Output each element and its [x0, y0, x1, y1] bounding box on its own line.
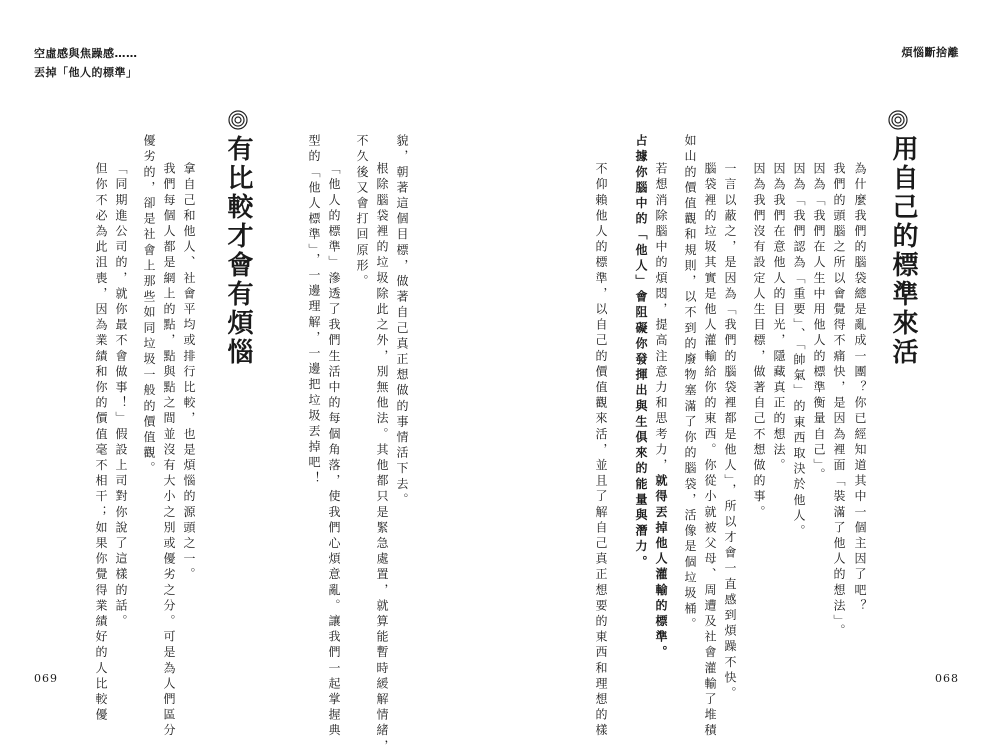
body-line: 型的「他人標準」，一邊理解，一邊把垃圾丟掉吧！: [307, 134, 321, 487]
body-line: 我們每個人都是網上的點，點與點之間並沒有大小之別或優劣之分。可是為人們區分: [162, 162, 176, 740]
emphasis-text: 就得丟掉他人灌輸的標準。: [654, 474, 668, 662]
running-header-left: [34, 44, 138, 82]
page-number-left: 069: [34, 672, 58, 685]
section-heading-right: 用自己的標準來活: [888, 135, 918, 367]
book-title-header: 煩惱斷捨離: [901, 46, 959, 59]
body-line: 為什麼我們的腦袋總是亂成一團？你已經知道其中一個主因了吧？: [853, 162, 867, 615]
chapter-title: 丟掉「他人的標準」: [34, 66, 138, 79]
body-line: 一言以蔽之，是因為「我們的腦袋裡都是他人」，所以才會一直感到煩躁不快。: [723, 162, 737, 702]
body-line: 但你不必為此沮喪，因為業績和你的價值毫不相干；如果你覺得業績好的人比較優: [94, 162, 108, 724]
body-line: 拿自己和他人、社會平均或排行比較，也是煩惱的源頭之一。: [182, 162, 196, 584]
body-line: 因為「我們認為「重要」、「帥氣」的東西取決於他人。: [792, 162, 806, 540]
concentric-circle-bullet-icon: [228, 110, 248, 130]
body-line: 「他人的標準」滲透了我們生活中的每個角落，使我們心煩意亂。讓我們一起掌握典: [327, 162, 341, 740]
body-line: 貌，朝著這個目標，做著自己真正想做的事情活下去。: [395, 134, 409, 509]
body-line: 腦袋裡的垃圾其實是他人灌輸給你的東西。你從小就被父母、周遭及社會灌輸了堆積: [703, 162, 717, 740]
body-line: 我們的頭腦之所以會覺得不痛快，是因為裡面「裝滿了他人的想法」。: [832, 162, 846, 640]
body-line: 如山的價值觀和規則，以不到的廢物塞滿了你的腦袋，活像是個垃圾桶。: [683, 134, 697, 634]
body-line-bold: 占據你腦中的「他人」會阻礙你發揮出與生俱來的能量與潛力。: [634, 134, 648, 571]
body-line: 因為我們沒有設定人生目標，做著自己不想做的事。: [752, 162, 766, 521]
body-line: 因為我們在意他人的目光，隱藏真正的想法。: [772, 162, 786, 474]
body-line: 不久後又會打回原形。: [355, 134, 369, 290]
body-line: 不仰賴他人的標準，以自己的價值觀來活，並且了解自己真正想要的東西和理想的樣: [594, 162, 608, 740]
body-line: 根除腦袋裡的垃圾除此之外，別無他法。其他都只是緊急處置，就算能暫時緩解情緒，: [375, 162, 389, 755]
concentric-circle-bullet-icon: [888, 110, 908, 130]
body-line: 若想消除腦中的煩悶，提高注意力和思考力，就得丟掉他人灌輸的標準。: [654, 162, 668, 662]
body-line: 「同期進公司的，就你最不會做事！」假設上司對你說了這樣的話。: [114, 162, 128, 630]
section-heading-left: 有比較才會有煩惱: [223, 135, 253, 367]
body-line: 優劣的，卻是社會上那些如同垃圾一般的價值觀。: [142, 134, 156, 478]
page-number-right: 068: [935, 672, 959, 685]
body-line: 因為「我們在人生中用他人的標準衡量自己」。: [812, 162, 826, 484]
chapter-subtitle: 空虛感與焦躁感……: [34, 47, 138, 60]
